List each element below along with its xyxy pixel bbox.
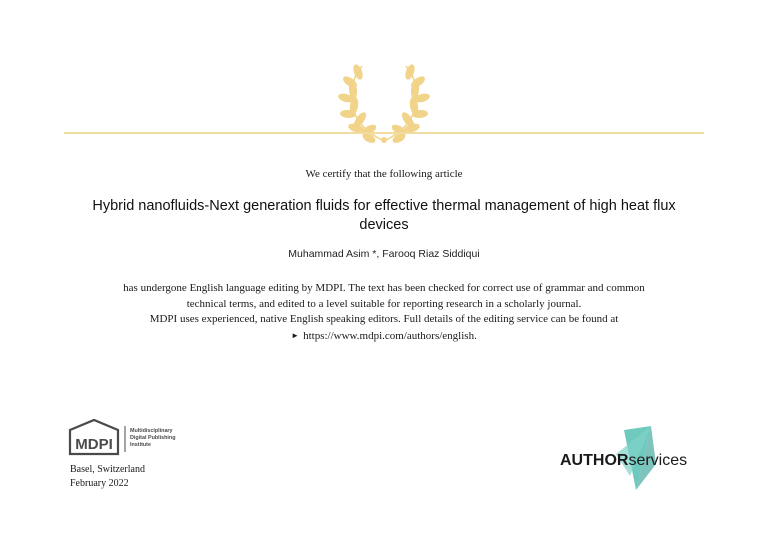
link-arrow-icon: ► <box>291 330 300 340</box>
certify-statement: We certify that the following article <box>305 168 463 180</box>
location: Basel, Switzerland <box>70 464 145 475</box>
mdpi-tagline-2: Digital Publishing <box>130 435 176 441</box>
gold-divider <box>64 132 704 134</box>
author-logo-light: services <box>628 452 688 469</box>
mdpi-logo <box>68 418 198 458</box>
author-services-logo <box>556 424 706 494</box>
article-authors: Muhammad Asim *, Farooq Riaz Siddiqui <box>288 248 480 260</box>
mdpi-english-link[interactable]: https://www.mdpi.com/authors/english. <box>303 329 477 342</box>
issue-date: February 2022 <box>70 478 129 489</box>
editing-statement <box>64 281 704 344</box>
link-line <box>64 328 704 345</box>
mdpi-tagline-1: Multidisciplinary <box>130 428 173 434</box>
statement-line-3: MDPI uses experienced, native English speaking editors. Full details of the editing service can be found at <box>149 313 619 325</box>
mdpi-tagline-3: Institute <box>130 442 151 448</box>
mdpi-logo-text: MDPI <box>75 436 113 453</box>
statement-line-2: technical terms, and edited to a level suitable for reporting research in a scholarly journal. <box>186 297 582 310</box>
article-title: Hybrid nanofluids-Next generation fluids for effective thermal management of high heat flux devices <box>92 198 676 233</box>
svg-text:AUTHORservices <box>560 452 687 469</box>
issue-place-date <box>70 463 145 491</box>
author-logo-bold: AUTHOR <box>560 452 629 469</box>
statement-line-1: has undergone English language editing by MDPI. The text has been checked for correct use of grammar and common <box>123 282 645 294</box>
